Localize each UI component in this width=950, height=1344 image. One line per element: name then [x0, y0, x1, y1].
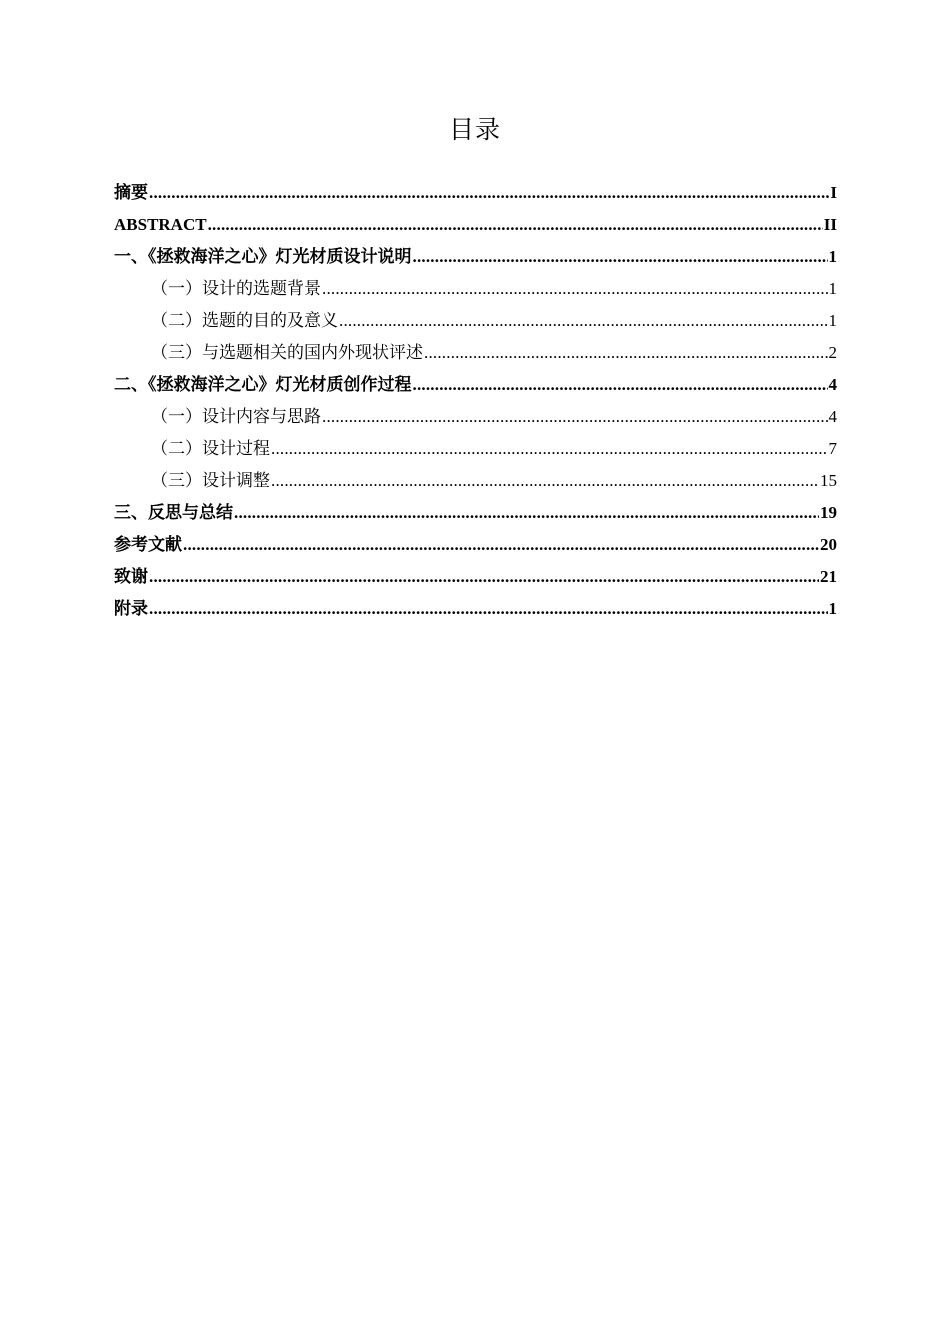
toc-dot-leader — [208, 209, 823, 241]
toc-page-number: II — [823, 215, 837, 234]
toc-page-number: 7 — [828, 439, 837, 458]
toc-dot-leader — [413, 369, 828, 401]
toc-entry-abstract-cn[interactable] — [114, 177, 837, 209]
toc-entry-label: ABSTRACT — [114, 215, 207, 234]
toc-dot-leader — [424, 337, 828, 369]
toc-page-number: I — [830, 183, 837, 202]
toc-entry-references[interactable] — [114, 529, 837, 561]
toc-page-number: 1 — [828, 279, 837, 298]
toc-dot-leader — [413, 241, 828, 273]
toc-entry-label: 摘要 — [114, 183, 148, 202]
toc-dot-leader — [271, 433, 828, 465]
page-title: 目录 — [448, 115, 501, 144]
toc-page-number: 1 — [828, 247, 837, 266]
toc-entry-label: 参考文献 — [114, 535, 182, 554]
toc-dot-leader — [149, 593, 828, 625]
toc-page-number: 21 — [820, 567, 837, 586]
toc-page-number: 15 — [820, 471, 837, 490]
toc-entry-label: （二）设计过程 — [151, 439, 270, 458]
toc-entry-label: （三）设计调整 — [151, 471, 270, 490]
table-of-contents — [114, 177, 837, 625]
toc-entry-section-2-3[interactable] — [114, 465, 837, 497]
toc-page-number: 4 — [828, 375, 837, 394]
toc-dot-leader — [339, 305, 828, 337]
toc-entry-label: 三、反思与总结 — [114, 503, 233, 522]
toc-page-number: 19 — [820, 503, 837, 522]
toc-entry-abstract-en[interactable] — [114, 209, 837, 241]
toc-entry-chapter-2[interactable] — [114, 369, 837, 401]
toc-entry-section-1-1[interactable] — [114, 273, 837, 305]
toc-page-number: 1 — [828, 311, 837, 330]
toc-entry-appendix[interactable] — [114, 593, 837, 625]
toc-entry-label: （三）与选题相关的国内外现状评述 — [151, 343, 423, 362]
toc-page-number: 20 — [820, 535, 837, 554]
toc-dot-leader — [149, 561, 819, 593]
toc-dot-leader — [322, 401, 828, 433]
toc-dot-leader — [183, 529, 819, 561]
toc-page-number: 4 — [828, 407, 837, 426]
toc-entry-label: 一、《拯救海洋之心》灯光材质设计说明 — [114, 247, 412, 266]
toc-entry-label: 二、《拯救海洋之心》灯光材质创作过程 — [114, 375, 412, 394]
toc-dot-leader — [234, 497, 819, 529]
toc-page-number: 2 — [828, 343, 837, 362]
toc-entry-chapter-1[interactable] — [114, 241, 837, 273]
toc-entry-label: 致谢 — [114, 567, 148, 586]
toc-entry-section-2-2[interactable] — [114, 433, 837, 465]
toc-entry-label: （二）选题的目的及意义 — [151, 311, 338, 330]
toc-entry-section-1-3[interactable] — [114, 337, 837, 369]
toc-entry-chapter-3[interactable] — [114, 497, 837, 529]
toc-entry-section-2-1[interactable] — [114, 401, 837, 433]
toc-dot-leader — [271, 465, 819, 497]
toc-entry-label: （一）设计内容与思路 — [151, 407, 321, 426]
toc-page-number: 1 — [828, 599, 837, 618]
toc-entry-label: 附录 — [114, 599, 148, 618]
toc-dot-leader — [149, 177, 829, 209]
toc-entry-label: （一）设计的选题背景 — [151, 279, 321, 298]
toc-dot-leader — [322, 273, 828, 305]
toc-entry-acknowledgements[interactable] — [114, 561, 837, 593]
toc-entry-section-1-2[interactable] — [114, 305, 837, 337]
